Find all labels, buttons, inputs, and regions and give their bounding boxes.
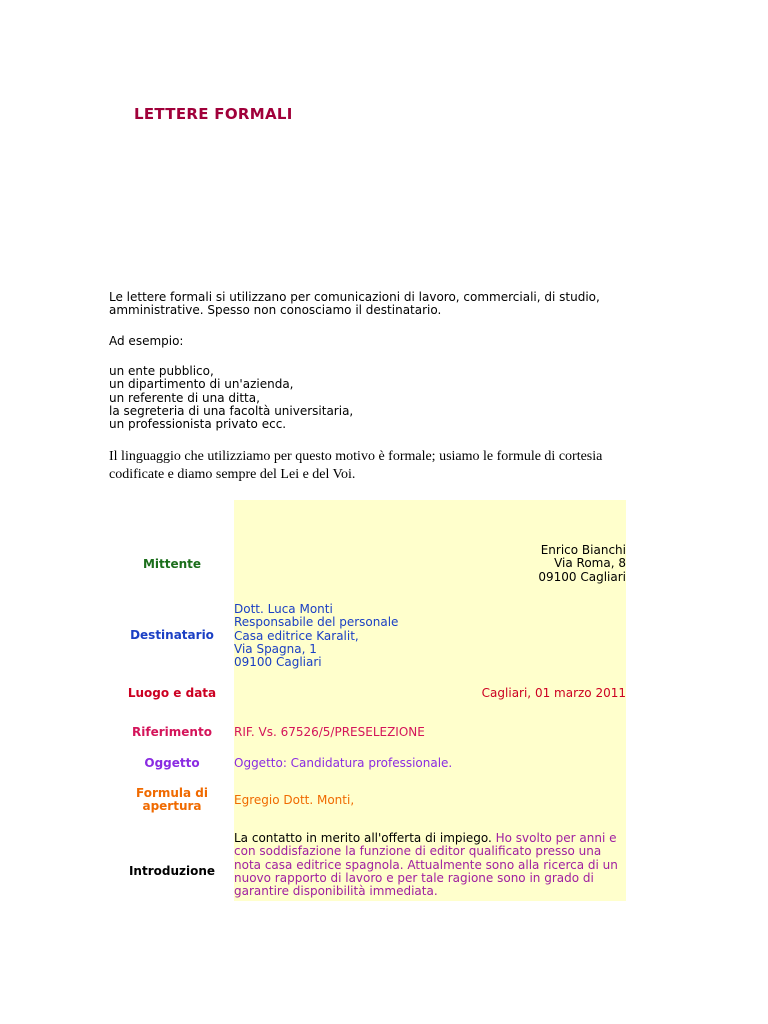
destinatario-line: Casa editrice Karalit, (234, 628, 359, 643)
destinatario-line: Via Spagna, 1 (234, 641, 317, 656)
list-item: un professionista privato ecc. (109, 417, 287, 432)
mittente-line: 09100 Cagliari (538, 569, 626, 584)
mittente-cell (234, 500, 626, 593)
formula-apertura-cell (234, 778, 626, 823)
formula-apertura-value: Egregio Dott. Monti, (234, 793, 355, 807)
introduzione-text-colored: Ho svolto per anni e con soddisfazione la funzione di editor qualificato presso una nota casa editrice spagnola. Attualmente sono alla ricerca di un nuovo rapporto di lavoro e per tale ragione sono in grado di garantire disponibilità immediata. (234, 831, 618, 899)
intro-paragraph: Le lettere formali si utilizzano per comunicazioni di lavoro, commerciali, di studio, amministrative. Spesso non conosciamo il destinatario. (109, 290, 600, 318)
riferimento-value: RIF. Vs. 67526/5/PRESELEZIONE (234, 725, 425, 739)
row-introduzione (117, 823, 626, 901)
letter-structure-table (117, 500, 626, 901)
row-riferimento (117, 718, 626, 748)
row-destinatario (117, 593, 626, 671)
example-list (109, 365, 353, 431)
luogo-data-value: Cagliari, 01 marzo 2011 (481, 686, 626, 700)
label-introduzione: Introduzione (128, 864, 216, 878)
destinatario-line: Dott. Luca Monti (234, 602, 333, 616)
oggetto-cell (234, 748, 626, 778)
label-formula-line: apertura (142, 799, 202, 814)
mittente-line: Via Roma, 8 (554, 556, 626, 571)
destinatario-line: Responsabile del personale (234, 615, 399, 630)
destinatario-line: 09100 Cagliari (234, 655, 322, 670)
list-item: un referente di una ditta, (109, 390, 260, 405)
label-riferimento: Riferimento (132, 725, 212, 739)
row-luogo-data (117, 671, 626, 718)
destinatario-cell (234, 593, 626, 671)
row-formula-apertura (117, 778, 626, 823)
riferimento-cell (234, 718, 626, 748)
list-item: la segreteria di una facoltà universitaria, (109, 403, 354, 418)
label-formula-line: Formula di (135, 786, 208, 800)
oggetto-value: Oggetto: Candidatura professionale. (234, 756, 453, 770)
label-destinatario: Destinatario (130, 628, 214, 642)
luogo-data-cell (234, 671, 626, 718)
introduzione-cell (234, 823, 626, 901)
page-title: LETTERE FORMALI (134, 105, 293, 123)
row-mittente (117, 500, 626, 593)
introduzione-text (234, 832, 626, 898)
label-luogo-data: Luogo e data (127, 686, 217, 700)
formality-paragraph: Il linguaggio che utilizziamo per questo motivo è formale; usiamo le formule di cortesia codificate e diamo sempre del Lei e del Voi. (109, 449, 603, 482)
label-mittente: Mittente (142, 557, 202, 571)
list-item: un ente pubblico, (109, 364, 214, 378)
label-oggetto: Oggetto (144, 756, 200, 770)
list-item: un dipartimento di un'azienda, (109, 377, 294, 392)
label-formula-apertura (117, 787, 227, 814)
row-oggetto (117, 748, 626, 778)
mittente-line: Enrico Bianchi (540, 543, 626, 557)
introduzione-text-black: La contatto in merito all'offerta di impiego. (234, 831, 496, 845)
example-label: Ad esempio: (109, 334, 184, 348)
